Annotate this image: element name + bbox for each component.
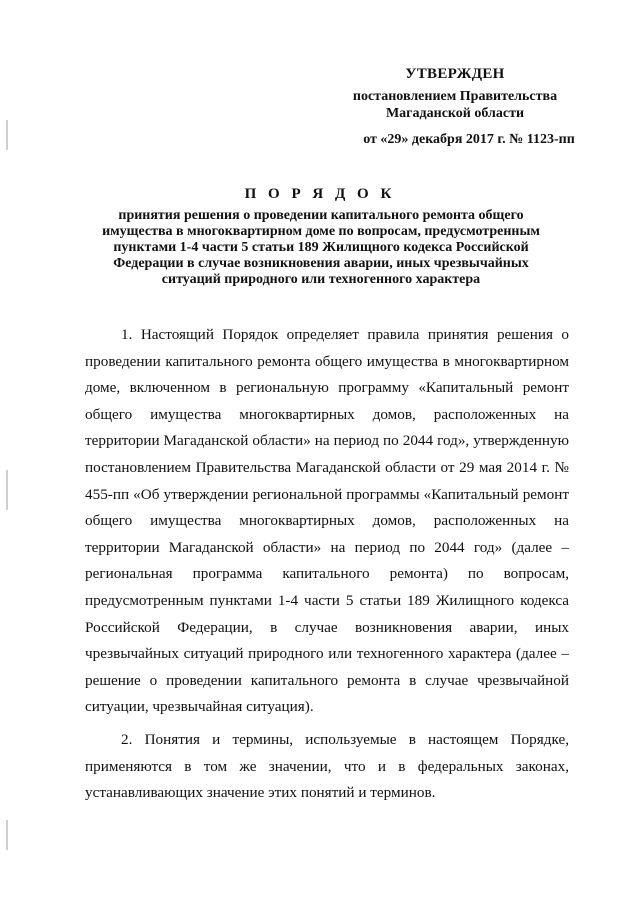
approval-line-1: постановлением Правительства (352, 89, 558, 104)
document-body (85, 322, 569, 813)
paragraph-1: 1. Настоящий Порядок определяет правила принятия решения о проведении капитального ремонта общего имущества в многоквартирном доме, включенном в региональную программу «Капитальный ремонт общего имущества многоквартирных домов, расположенных на территории Магаданской области» на период по 2044 год», утвержденную постановлением Правительства Магаданской области от 29 мая 2014 г. № 455-пп «Об утверждении региональной программы «Капитальный ремонт общего имущества многоквартирных домов, расположенных на территории Магаданской области» на период по 2044 год» (далее – региональная программа капитального ремонта) по вопросам, предусмотренным пунктами 1-4 части 5 статьи 189 Жилищного кодекса Российской Федерации, в случае возникновения аварии, иных чрезвычайных ситуаций природного или техногенного характера (далее – решение о проведении капитального ремонта в случае чрезвычайной ситуации, чрезвычайная ситуация). (85, 326, 569, 716)
approval-title: УТВЕРЖДЕН (405, 66, 505, 82)
scan-margin-mark (6, 470, 8, 510)
scan-margin-mark (6, 120, 8, 150)
paragraph-2: 2. Понятия и термины, используемые в настоящем Порядке, применяются в том же значении, что и в федеральных законах, устанавливающих значение этих понятий и терминов. (85, 730, 569, 802)
document-title: П О Р Я Д О К (244, 186, 396, 202)
document-subtitle: принятия решения о проведении капитального ремонта общего имущества в многоквартирном доме по вопросам, предусмотренным пунктами 1-4 части 5 статьи 189 Жилищного кодекса Российской Федерации в случае возникновения аварии, иных чрезвычайных ситуаций природного или техногенного характера (102, 208, 540, 287)
scan-margin-mark (6, 820, 8, 850)
approval-stamp (320, 66, 590, 148)
approval-line-2: Магаданской области (385, 106, 525, 121)
approval-date: от «29» декабря 2017 г. № 1123-пп (363, 132, 575, 147)
